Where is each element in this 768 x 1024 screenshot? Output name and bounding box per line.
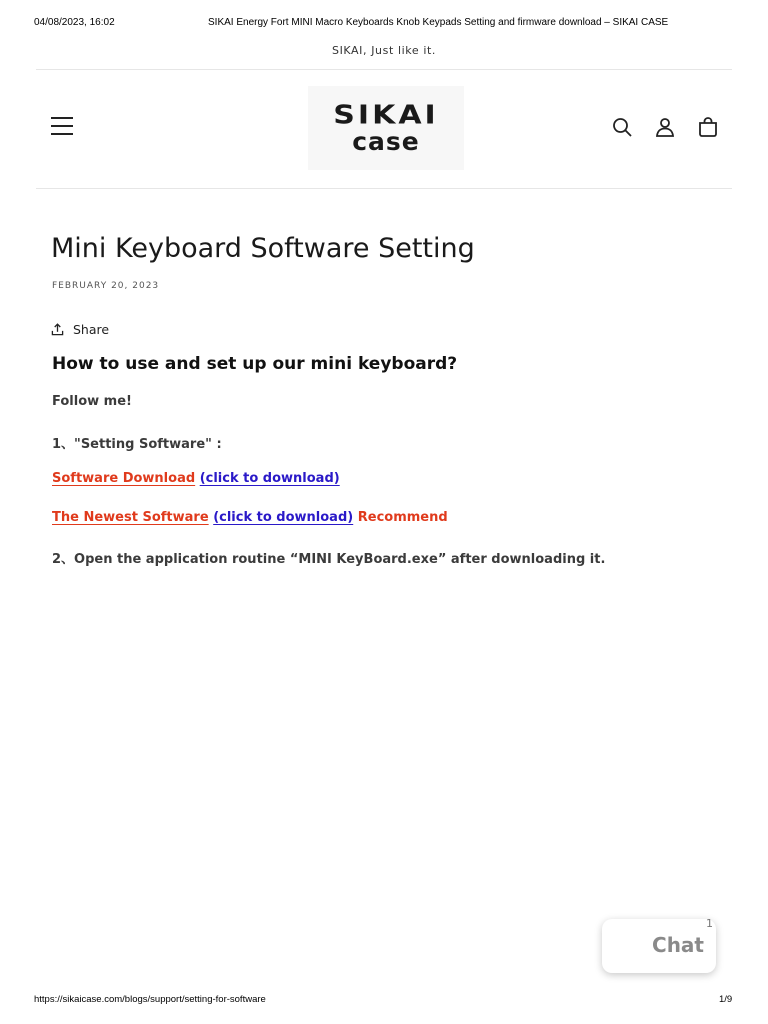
recommend-label: Recommend	[357, 509, 448, 525]
chat-unread-badge: 1	[706, 917, 713, 930]
announcement-bar: SIKAI, Just like it.	[332, 44, 436, 57]
newest-software-link[interactable]: The Newest Software	[52, 509, 209, 525]
share-button[interactable]	[51, 322, 109, 337]
click-to-download-link-1[interactable]: (click to download)	[199, 471, 340, 486]
follow-text: Follow me!	[52, 394, 132, 409]
header-divider	[36, 188, 732, 189]
announcement-divider	[36, 69, 732, 70]
article-heading: How to use and set up our mini keyboard?	[52, 354, 458, 374]
article-date: FEBRUARY 20, 2023	[52, 281, 160, 291]
chat-label: Chat	[652, 933, 704, 957]
print-page-number: 1/9	[719, 994, 733, 1005]
print-page-title: SIKAI Energy Fort MINI Macro Keyboards Knob Keypads Setting and firmware download – SIKAI CASE	[208, 17, 669, 28]
logo-text-top: SIKAI	[333, 100, 439, 131]
print-url: https://sikaicase.com/blogs/support/setting-for-software	[34, 994, 266, 1005]
print-header	[0, 0, 768, 40]
software-download-link[interactable]: Software Download	[52, 471, 196, 486]
step-2-text: 2、Open the application routine “MINI KeyBoard.exe” after downloading it.	[52, 552, 606, 567]
account-icon[interactable]	[653, 115, 677, 139]
menu-icon[interactable]	[51, 117, 73, 137]
cart-icon[interactable]	[696, 115, 720, 139]
logo-text-bottom: case	[352, 127, 420, 156]
article-title: Mini Keyboard Software Setting	[51, 233, 475, 264]
step-1-text: 1、"Setting Software" :	[52, 436, 222, 452]
search-icon[interactable]	[610, 115, 634, 139]
chat-button[interactable]	[602, 919, 716, 973]
site-logo[interactable]	[308, 86, 464, 170]
article-content	[52, 354, 732, 587]
download-line-2	[52, 510, 732, 549]
share-label: Share	[73, 322, 110, 337]
print-datetime: 04/08/2023, 16:02	[34, 17, 115, 28]
download-line-1	[52, 471, 732, 510]
share-icon	[51, 323, 64, 336]
click-to-download-link-2[interactable]: (click to download)	[213, 509, 354, 525]
